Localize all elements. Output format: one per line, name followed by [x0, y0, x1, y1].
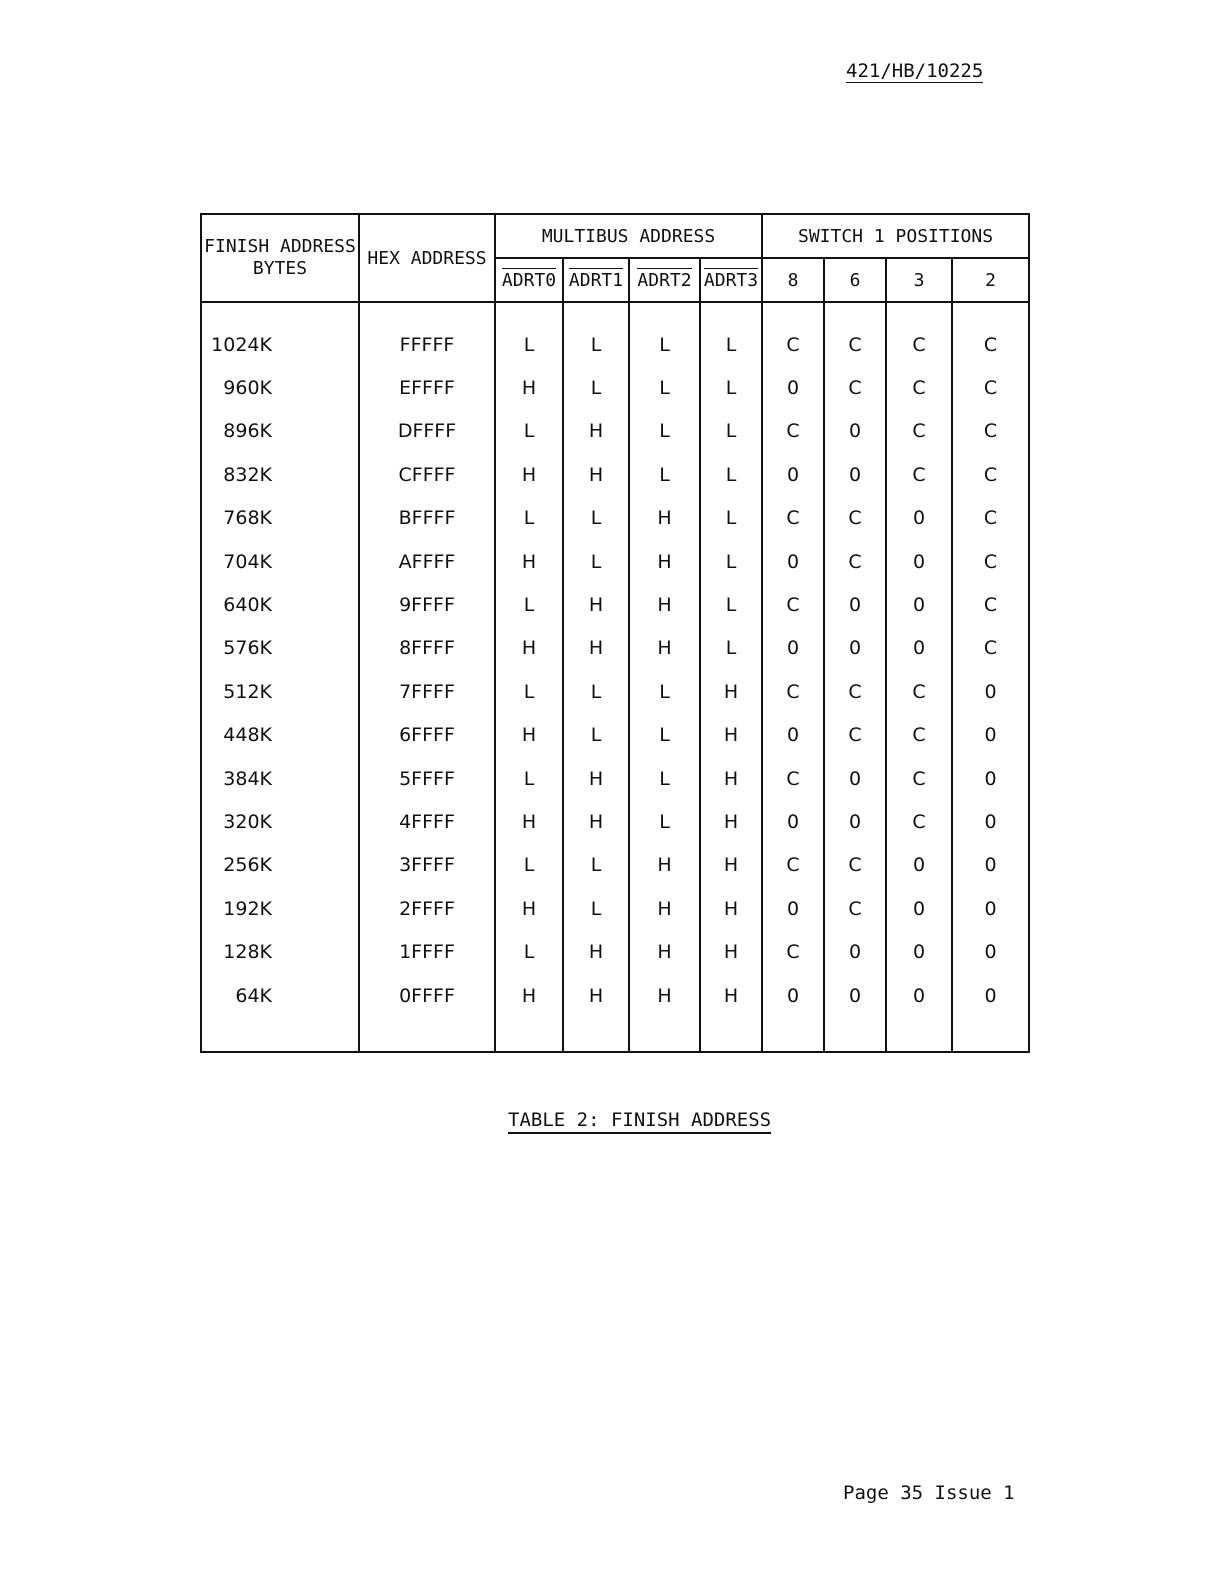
- cell-sw3: 0: [886, 627, 952, 670]
- table-row: [201, 930, 1029, 973]
- cell-adrt3: H: [700, 714, 762, 757]
- cell-adrt0: H: [495, 540, 563, 583]
- cell-sw3: 0: [886, 974, 952, 1017]
- cell-sw3: 0: [886, 887, 952, 930]
- cell-adrt2: L: [629, 410, 700, 453]
- cell-adrt0: H: [495, 800, 563, 843]
- cell-sw8: C: [762, 410, 824, 453]
- cell-adrt2: L: [629, 670, 700, 713]
- cell-sw3: C: [886, 366, 952, 409]
- cell-hex: FFFFF: [359, 323, 495, 366]
- cell-adrt1: L: [563, 887, 629, 930]
- cell-adrt3: L: [700, 540, 762, 583]
- cell-adrt2: H: [629, 844, 700, 887]
- cell-hex: 2FFFF: [359, 887, 495, 930]
- header-finish-address-bytes: FINISH ADDRESS BYTES: [201, 214, 359, 302]
- finish-address-table-container: [200, 213, 1028, 1048]
- header-adrt1-label: ADRT1: [568, 269, 624, 291]
- cell-sw6: C: [824, 887, 886, 930]
- header-adrt3-label: ADRT3: [703, 269, 759, 291]
- cell-sw2: C: [952, 410, 1029, 453]
- table-row: [201, 757, 1029, 800]
- cell-adrt0: H: [495, 714, 563, 757]
- cell-sw6: C: [824, 497, 886, 540]
- cell-bytes: 64K: [201, 974, 359, 1017]
- cell-sw6: 0: [824, 974, 886, 1017]
- cell-adrt2: H: [629, 583, 700, 626]
- cell-sw8: 0: [762, 453, 824, 496]
- cell-adrt1: L: [563, 670, 629, 713]
- header-adrt0: [495, 258, 563, 302]
- cell-bytes: 512K: [201, 670, 359, 713]
- cell-adrt0: L: [495, 497, 563, 540]
- cell-adrt1: L: [563, 497, 629, 540]
- cell-adrt3: H: [700, 800, 762, 843]
- page-footer: Page 35 Issue 1: [843, 1482, 1015, 1504]
- cell-sw8: 0: [762, 627, 824, 670]
- cell-adrt1: H: [563, 627, 629, 670]
- header-multibus-address: MULTIBUS ADDRESS: [495, 214, 762, 258]
- cell-sw3: C: [886, 323, 952, 366]
- table-row: [201, 887, 1029, 930]
- cell-hex: AFFFF: [359, 540, 495, 583]
- cell-bytes: 704K: [201, 540, 359, 583]
- cell-adrt3: L: [700, 583, 762, 626]
- cell-sw6: 0: [824, 453, 886, 496]
- cell-hex: 1FFFF: [359, 930, 495, 973]
- cell-adrt0: L: [495, 930, 563, 973]
- cell-adrt2: H: [629, 887, 700, 930]
- cell-sw8: 0: [762, 974, 824, 1017]
- cell-sw8: 0: [762, 800, 824, 843]
- cell-sw8: C: [762, 670, 824, 713]
- cell-sw6: C: [824, 323, 886, 366]
- cell-sw2: 0: [952, 757, 1029, 800]
- cell-hex: EFFFF: [359, 366, 495, 409]
- header-switch-8: 8: [762, 258, 824, 302]
- finish-address-table: [200, 213, 1030, 1053]
- header-switch-6: 6: [824, 258, 886, 302]
- cell-sw6: C: [824, 540, 886, 583]
- cell-adrt2: L: [629, 714, 700, 757]
- table-row: [201, 844, 1029, 887]
- cell-hex: 7FFFF: [359, 670, 495, 713]
- cell-sw3: C: [886, 714, 952, 757]
- cell-adrt0: L: [495, 583, 563, 626]
- cell-sw6: 0: [824, 583, 886, 626]
- cell-hex: CFFFF: [359, 453, 495, 496]
- cell-adrt1: L: [563, 714, 629, 757]
- cell-adrt0: H: [495, 627, 563, 670]
- cell-adrt2: L: [629, 453, 700, 496]
- table-row: [201, 583, 1029, 626]
- cell-sw2: 0: [952, 887, 1029, 930]
- cell-bytes: 832K: [201, 453, 359, 496]
- table-row: [201, 497, 1029, 540]
- cell-sw6: 0: [824, 757, 886, 800]
- table-bottom-spacer-row: [201, 1017, 1029, 1052]
- cell-sw2: 0: [952, 844, 1029, 887]
- header-adrt2-label: ADRT2: [637, 269, 692, 291]
- cell-sw6: C: [824, 670, 886, 713]
- cell-sw6: C: [824, 366, 886, 409]
- table-row: [201, 974, 1029, 1017]
- table-row: [201, 800, 1029, 843]
- cell-sw3: 0: [886, 497, 952, 540]
- cell-hex: 9FFFF: [359, 583, 495, 626]
- cell-sw2: C: [952, 627, 1029, 670]
- cell-sw2: C: [952, 366, 1029, 409]
- cell-adrt0: L: [495, 323, 563, 366]
- cell-adrt3: H: [700, 757, 762, 800]
- table-spacer-row: [201, 302, 1029, 323]
- cell-sw6: 0: [824, 410, 886, 453]
- cell-sw6: C: [824, 714, 886, 757]
- cell-sw2: 0: [952, 714, 1029, 757]
- cell-adrt1: L: [563, 323, 629, 366]
- cell-adrt2: L: [629, 800, 700, 843]
- header-adrt0-label: ADRT0: [501, 269, 557, 291]
- table-row: [201, 670, 1029, 713]
- cell-adrt3: L: [700, 410, 762, 453]
- cell-sw8: C: [762, 930, 824, 973]
- cell-hex: 0FFFF: [359, 974, 495, 1017]
- cell-bytes: 1024K: [201, 323, 359, 366]
- cell-sw2: C: [952, 323, 1029, 366]
- cell-adrt3: H: [700, 844, 762, 887]
- cell-sw2: C: [952, 453, 1029, 496]
- cell-hex: 8FFFF: [359, 627, 495, 670]
- cell-sw8: C: [762, 757, 824, 800]
- cell-bytes: 960K: [201, 366, 359, 409]
- cell-sw3: C: [886, 453, 952, 496]
- cell-adrt0: L: [495, 757, 563, 800]
- table-row: [201, 366, 1029, 409]
- cell-sw3: 0: [886, 844, 952, 887]
- cell-hex: 4FFFF: [359, 800, 495, 843]
- header-switch-positions: SWITCH 1 POSITIONS: [762, 214, 1029, 258]
- cell-adrt1: H: [563, 800, 629, 843]
- table-caption: TABLE 2: FINISH ADDRESS: [508, 1108, 771, 1134]
- cell-adrt3: L: [700, 366, 762, 409]
- table-row: [201, 323, 1029, 366]
- document-reference: 421/HB/10225: [846, 60, 984, 82]
- table-row: [201, 714, 1029, 757]
- cell-sw2: C: [952, 540, 1029, 583]
- cell-sw6: 0: [824, 800, 886, 843]
- cell-adrt2: H: [629, 627, 700, 670]
- cell-sw2: C: [952, 583, 1029, 626]
- cell-adrt1: H: [563, 410, 629, 453]
- table-body: [201, 302, 1029, 1052]
- cell-adrt3: L: [700, 323, 762, 366]
- cell-adrt0: L: [495, 410, 563, 453]
- cell-sw8: C: [762, 323, 824, 366]
- cell-hex: BFFFF: [359, 497, 495, 540]
- cell-adrt2: H: [629, 497, 700, 540]
- cell-sw6: C: [824, 844, 886, 887]
- header-switch-3: 3: [886, 258, 952, 302]
- header-adrt3: [700, 258, 762, 302]
- cell-hex: 5FFFF: [359, 757, 495, 800]
- cell-sw6: 0: [824, 930, 886, 973]
- cell-adrt1: H: [563, 757, 629, 800]
- cell-bytes: 192K: [201, 887, 359, 930]
- cell-sw3: C: [886, 757, 952, 800]
- cell-adrt1: H: [563, 453, 629, 496]
- cell-adrt0: L: [495, 670, 563, 713]
- cell-adrt1: L: [563, 540, 629, 583]
- cell-sw2: 0: [952, 800, 1029, 843]
- cell-adrt1: L: [563, 366, 629, 409]
- cell-adrt1: L: [563, 844, 629, 887]
- cell-adrt3: H: [700, 887, 762, 930]
- table-row: [201, 540, 1029, 583]
- cell-sw3: 0: [886, 930, 952, 973]
- cell-bytes: 768K: [201, 497, 359, 540]
- cell-sw6: 0: [824, 627, 886, 670]
- header-hex-address: HEX ADDRESS: [359, 214, 495, 302]
- cell-adrt3: L: [700, 497, 762, 540]
- table-row: [201, 453, 1029, 496]
- cell-bytes: 128K: [201, 930, 359, 973]
- cell-sw2: C: [952, 497, 1029, 540]
- cell-adrt0: H: [495, 887, 563, 930]
- cell-adrt0: H: [495, 366, 563, 409]
- cell-adrt0: L: [495, 844, 563, 887]
- cell-adrt0: H: [495, 974, 563, 1017]
- cell-bytes: 640K: [201, 583, 359, 626]
- cell-sw3: C: [886, 410, 952, 453]
- cell-adrt3: H: [700, 930, 762, 973]
- table-row: [201, 627, 1029, 670]
- cell-adrt1: H: [563, 583, 629, 626]
- cell-adrt2: L: [629, 757, 700, 800]
- cell-adrt2: H: [629, 540, 700, 583]
- cell-sw8: 0: [762, 887, 824, 930]
- cell-sw8: 0: [762, 540, 824, 583]
- cell-sw2: 0: [952, 930, 1029, 973]
- cell-bytes: 448K: [201, 714, 359, 757]
- cell-adrt2: L: [629, 366, 700, 409]
- cell-adrt3: L: [700, 627, 762, 670]
- cell-sw3: C: [886, 800, 952, 843]
- cell-sw2: 0: [952, 974, 1029, 1017]
- cell-sw3: 0: [886, 540, 952, 583]
- cell-adrt3: H: [700, 974, 762, 1017]
- cell-sw8: 0: [762, 714, 824, 757]
- cell-bytes: 576K: [201, 627, 359, 670]
- cell-adrt1: H: [563, 930, 629, 973]
- cell-sw8: C: [762, 844, 824, 887]
- header-switch-2: 2: [952, 258, 1029, 302]
- cell-adrt2: L: [629, 323, 700, 366]
- cell-bytes: 896K: [201, 410, 359, 453]
- header-adrt1: [563, 258, 629, 302]
- cell-adrt2: H: [629, 974, 700, 1017]
- cell-hex: DFFFF: [359, 410, 495, 453]
- cell-sw8: C: [762, 583, 824, 626]
- cell-sw8: 0: [762, 366, 824, 409]
- cell-hex: 3FFFF: [359, 844, 495, 887]
- header-adrt2: [629, 258, 700, 302]
- cell-sw8: C: [762, 497, 824, 540]
- cell-hex: 6FFFF: [359, 714, 495, 757]
- cell-sw3: 0: [886, 583, 952, 626]
- cell-bytes: 384K: [201, 757, 359, 800]
- cell-bytes: 256K: [201, 844, 359, 887]
- cell-bytes: 320K: [201, 800, 359, 843]
- cell-adrt1: H: [563, 974, 629, 1017]
- cell-sw3: C: [886, 670, 952, 713]
- cell-adrt3: L: [700, 453, 762, 496]
- cell-adrt2: H: [629, 930, 700, 973]
- cell-adrt0: H: [495, 453, 563, 496]
- table-row: [201, 410, 1029, 453]
- cell-sw2: 0: [952, 670, 1029, 713]
- cell-adrt3: H: [700, 670, 762, 713]
